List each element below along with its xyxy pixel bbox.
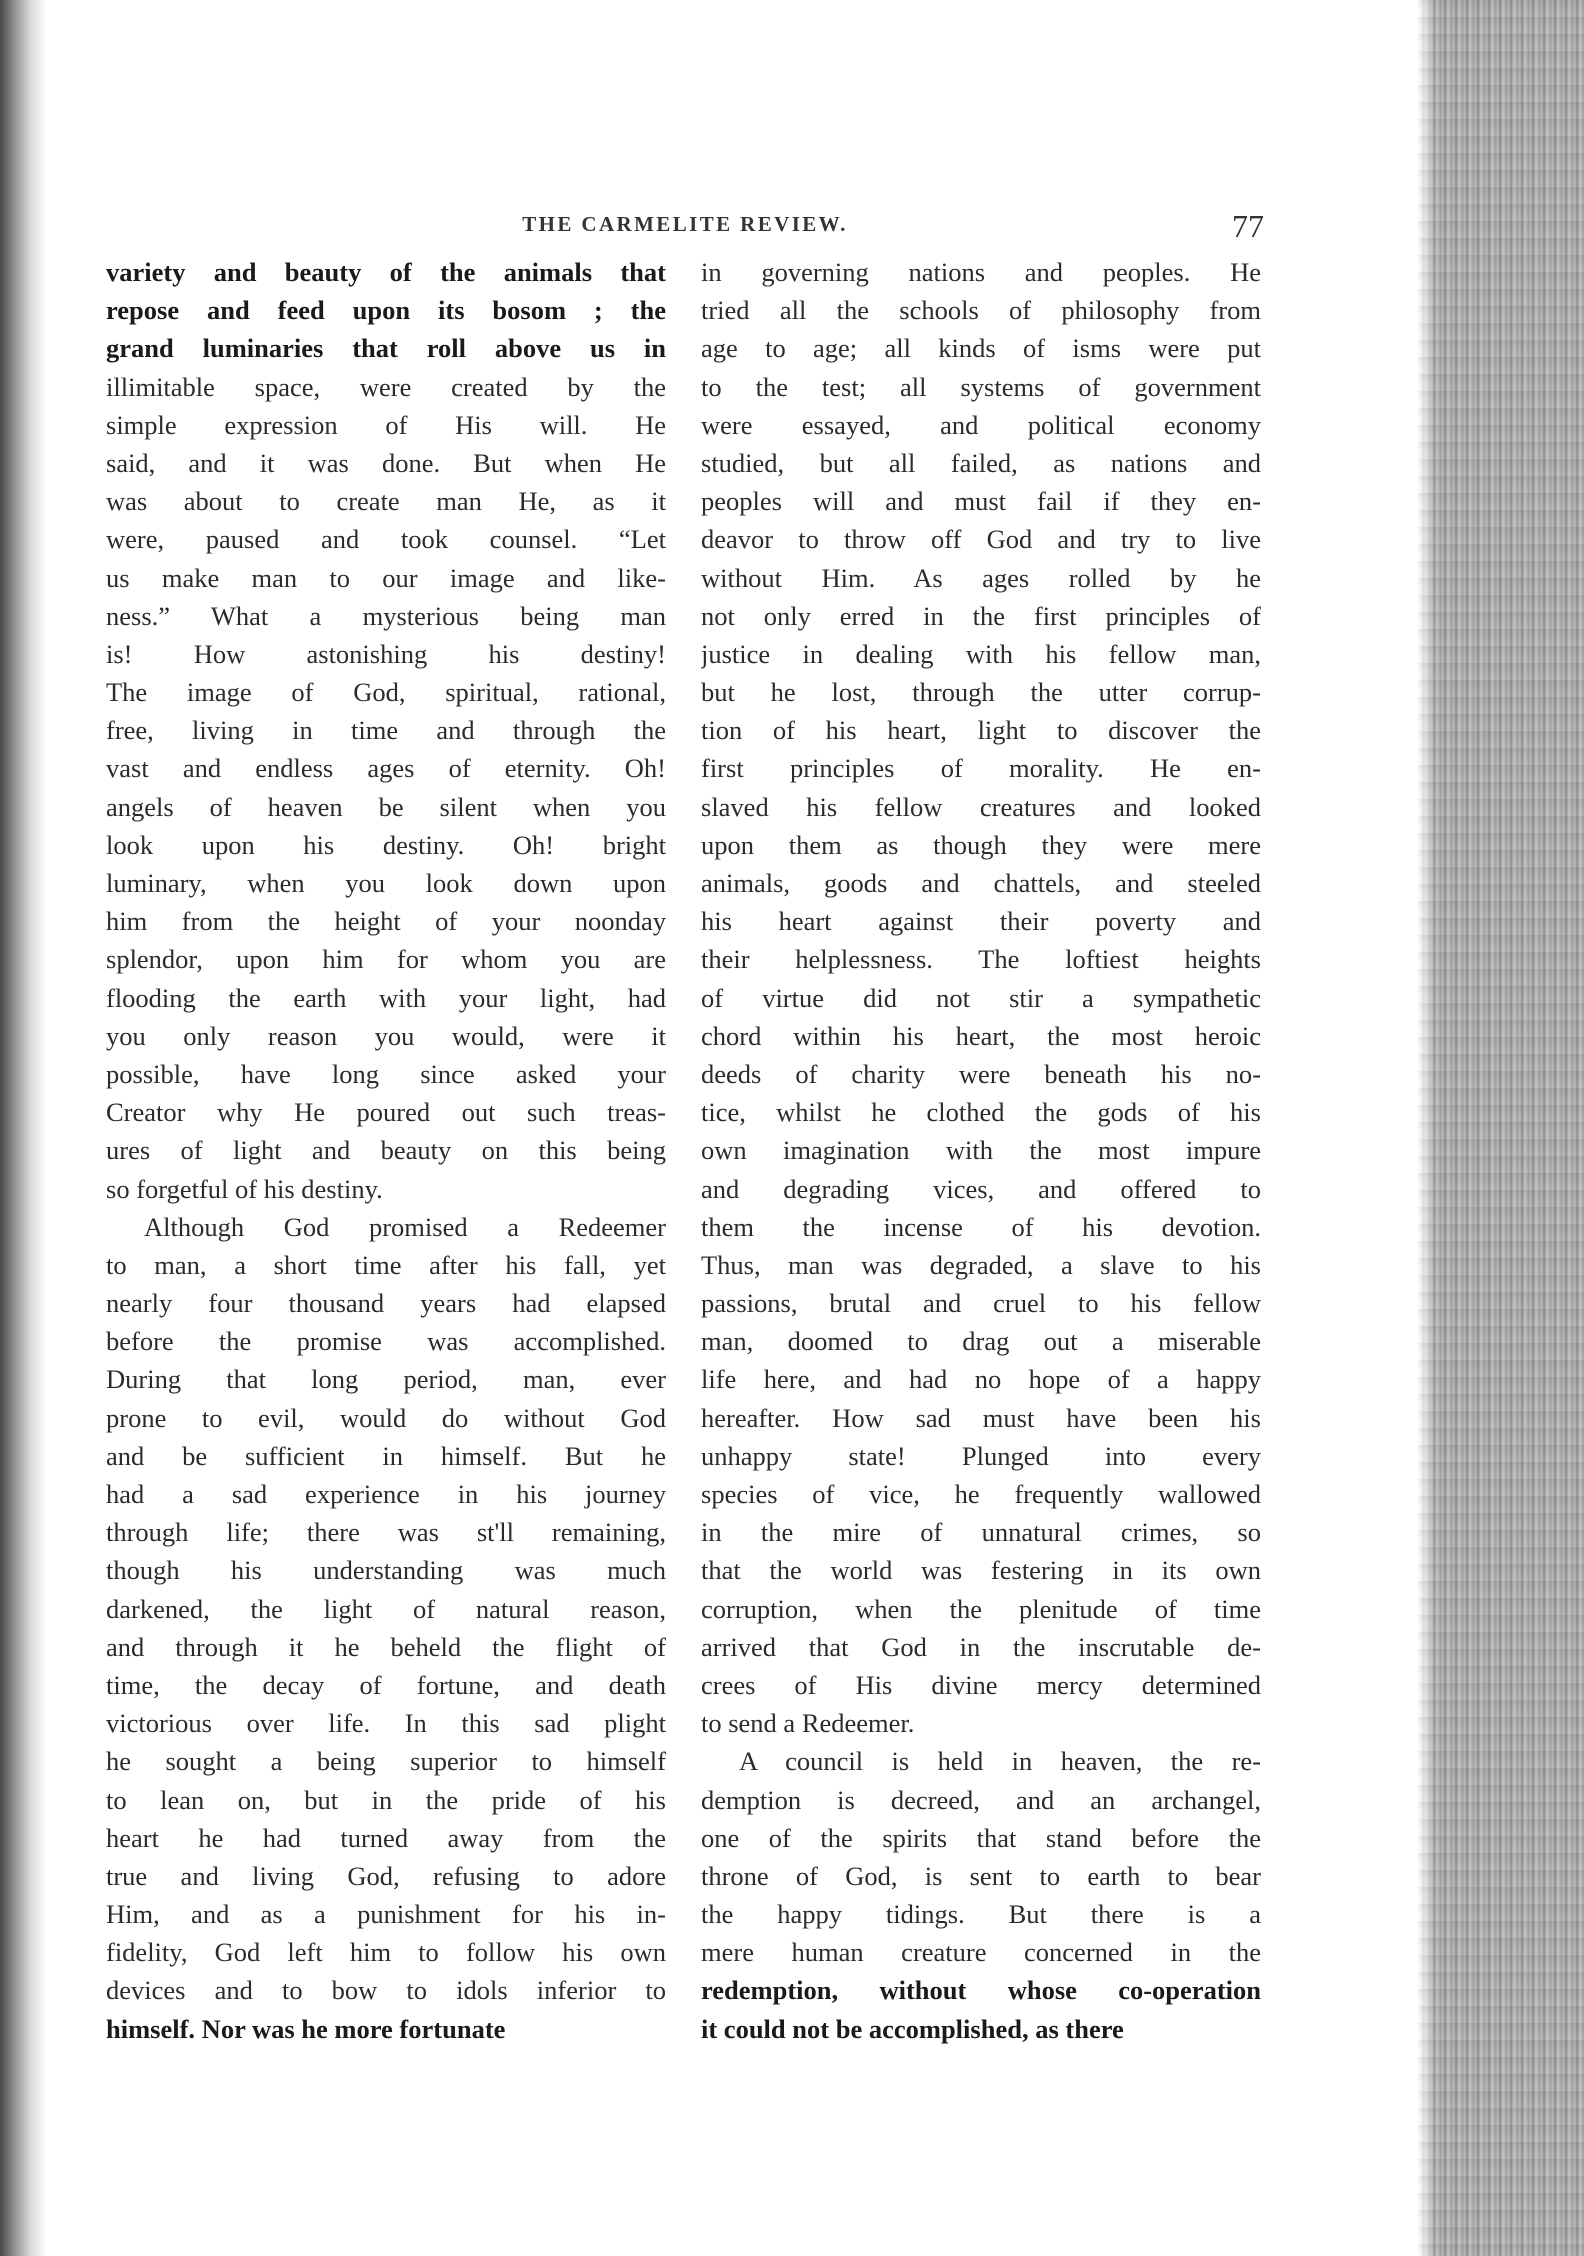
text-line: corruption, when the plenitude of time [701,1593,1261,1624]
text-line: tion of his heart, light to discover the [701,715,1261,746]
text-line: time, the decay of fortune, and death [106,1669,666,1700]
text-line: hereafter. How sad must have been his [701,1402,1261,1433]
text-line: he sought a being superior to himself [106,1746,666,1777]
text-line: in the mire of unnatural crimes, so [701,1517,1261,1548]
text-line: mere human creature concerned in the [701,1937,1261,1968]
text-line: were, paused and took counsel. “Let [106,524,666,555]
text-line: himself. Nor was he more fortunate [106,2013,506,2044]
text-line: unhappy state! Plunged into every [701,1440,1261,1471]
text-line: throne of God, is sent to earth to bear [701,1860,1261,1891]
text-line: first principles of morality. He en- [701,753,1261,784]
text-line: but he lost, through the utter corrup- [701,677,1261,708]
text-line: and degrading vices, and offered to [701,1173,1261,1204]
text-line: ures of light and beauty on this being [106,1135,666,1166]
text-line: had a sad experience in his journey [106,1479,666,1509]
text-line: in governing nations and peoples. He [701,257,1261,287]
text-line: vast and endless ages of eternity. Oh! [106,753,666,784]
text-line: devices and to bow to idols inferior to [106,1975,666,2006]
text-line: flooding the earth with your light, had [106,982,666,1013]
text-line: said, and it was done. But when He [106,447,666,478]
page-number: 77 [1232,208,1264,244]
text-line: the happy tidings. But there is a [701,1899,1261,1930]
text-line: own imagination with the most impure [701,1135,1261,1166]
text-line: look upon his destiny. Oh! bright [106,829,666,860]
text-line: ness.” What a mysterious being man [106,600,666,631]
text-line: Creator why He poured out such treas- [106,1097,666,1128]
text-line: and be sufficient in himself. But he [106,1440,666,1471]
text-line: to the test; all systems of government [701,371,1261,402]
text-line: victorious over life. In this sad plight [106,1708,666,1739]
text-line: The image of God, spiritual, rational, [106,677,666,708]
text-line: before the promise was accomplished. [106,1326,666,1357]
text-line: redemption, without whose co-operation [701,1975,1261,2006]
text-line: age to age; all kinds of isms were put [701,333,1261,364]
text-line: tice, whilst he clothed the gods of his [701,1097,1261,1128]
text-line: to send a Redeemer. [701,1708,915,1739]
running-title: THE CARMELITE REVIEW. [522,212,848,236]
text-line: true and living God, refusing to adore [106,1860,666,1891]
text-line: illimitable space, were created by the [106,371,666,402]
text-line: splendor, upon him for whom you are [106,944,666,975]
text-line: species of vice, he frequently wallowed [701,1479,1261,1509]
text-line: them the incense of his devotion. [701,1211,1261,1242]
text-line: were essayed, and political economy [701,409,1261,440]
text-line: life here, and had no hope of a happy [701,1364,1261,1395]
text-line: simple expression of His will. He [106,409,666,440]
text-line: chord within his heart, the most heroic [701,1020,1261,1051]
text-line: arrived that God in the inscrutable de- [701,1631,1261,1662]
page-header [106,208,1264,248]
text-line: luminary, when you look down upon [106,868,666,898]
text-line: tried all the schools of philosophy from [701,295,1261,326]
text-line: so forgetful of his destiny. [106,1173,383,1204]
text-line: justice in dealing with his fellow man, [701,638,1261,669]
text-line: though his understanding was much [106,1555,666,1586]
text-line: without Him. As ages rolled by he [701,562,1261,593]
text-line: possible, have long since asked your [106,1058,666,1089]
text-line: crees of His divine mercy determined [701,1669,1261,1700]
text-line: one of the spirits that stand before the [701,1822,1261,1853]
text-line: heart he had turned away from the [106,1822,666,1853]
text-line: man, doomed to drag out a miserable [701,1326,1261,1357]
text-column-left [106,253,666,2048]
text-line: deavor to throw off God and try to live [701,524,1261,555]
text-line: through life; there was st'll remaining, [106,1517,666,1548]
text-line: him from the height of your noonday [106,906,666,937]
text-line: grand luminaries that roll above us in [106,333,666,364]
text-line: peoples will and must fail if they en- [701,486,1261,517]
text-line: you only reason you would, were it [106,1020,666,1051]
text-column-right [701,253,1261,2048]
text-line: passions, brutal and cruel to his fellow [701,1288,1261,1319]
text-line: fidelity, God left him to follow his own [106,1937,666,1968]
text-line: deeds of charity were beneath his no- [701,1058,1261,1089]
text-line: animals, goods and chattels, and steeled [701,868,1261,898]
book-page-edges [1418,0,1584,2256]
text-line: us make man to our image and like- [106,562,666,593]
text-line: not only erred in the first principles of [701,600,1261,631]
text-line: demption is decreed, and an archangel, [701,1784,1261,1815]
text-line: prone to evil, would do without God [106,1402,666,1433]
text-line: that the world was festering in its own [701,1555,1261,1586]
text-line: During that long period, man, ever [106,1364,666,1395]
text-line: variety and beauty of the animals that [106,257,666,287]
book-spine-shadow [0,0,46,2256]
text-line: studied, but all failed, as nations and [701,447,1261,478]
text-line: is! How astonishing his destiny! [106,638,666,669]
text-line: repose and feed upon its bosom ; the [106,295,666,326]
text-line: was about to create man He, as it [106,486,666,517]
text-line: Thus, man was degraded, a slave to his [701,1249,1261,1280]
text-line: nearly four thousand years had elapsed [106,1288,666,1319]
text-line: slaved his fellow creatures and looked [701,791,1261,822]
text-line: it could not be accomplished, as there [701,2013,1124,2044]
text-line: and through it he beheld the flight of [106,1631,666,1662]
text-line: A council is held in heaven, the re- [739,1746,1261,1777]
text-line: angels of heaven be silent when you [106,791,666,822]
text-line: Although God promised a Redeemer [144,1211,666,1242]
text-line: free, living in time and through the [106,715,666,746]
text-line: of virtue did not stir a sympathetic [701,982,1261,1013]
text-line: to lean on, but in the pride of his [106,1784,666,1815]
text-line: upon them as though they were mere [701,829,1261,860]
text-line: their helplessness. The loftiest heights [701,944,1261,975]
text-line: to man, a short time after his fall, yet [106,1249,666,1280]
text-line: his heart against their poverty and [701,906,1261,937]
text-line: darkened, the light of natural reason, [106,1593,666,1624]
text-line: Him, and as a punishment for his in- [106,1899,666,1930]
